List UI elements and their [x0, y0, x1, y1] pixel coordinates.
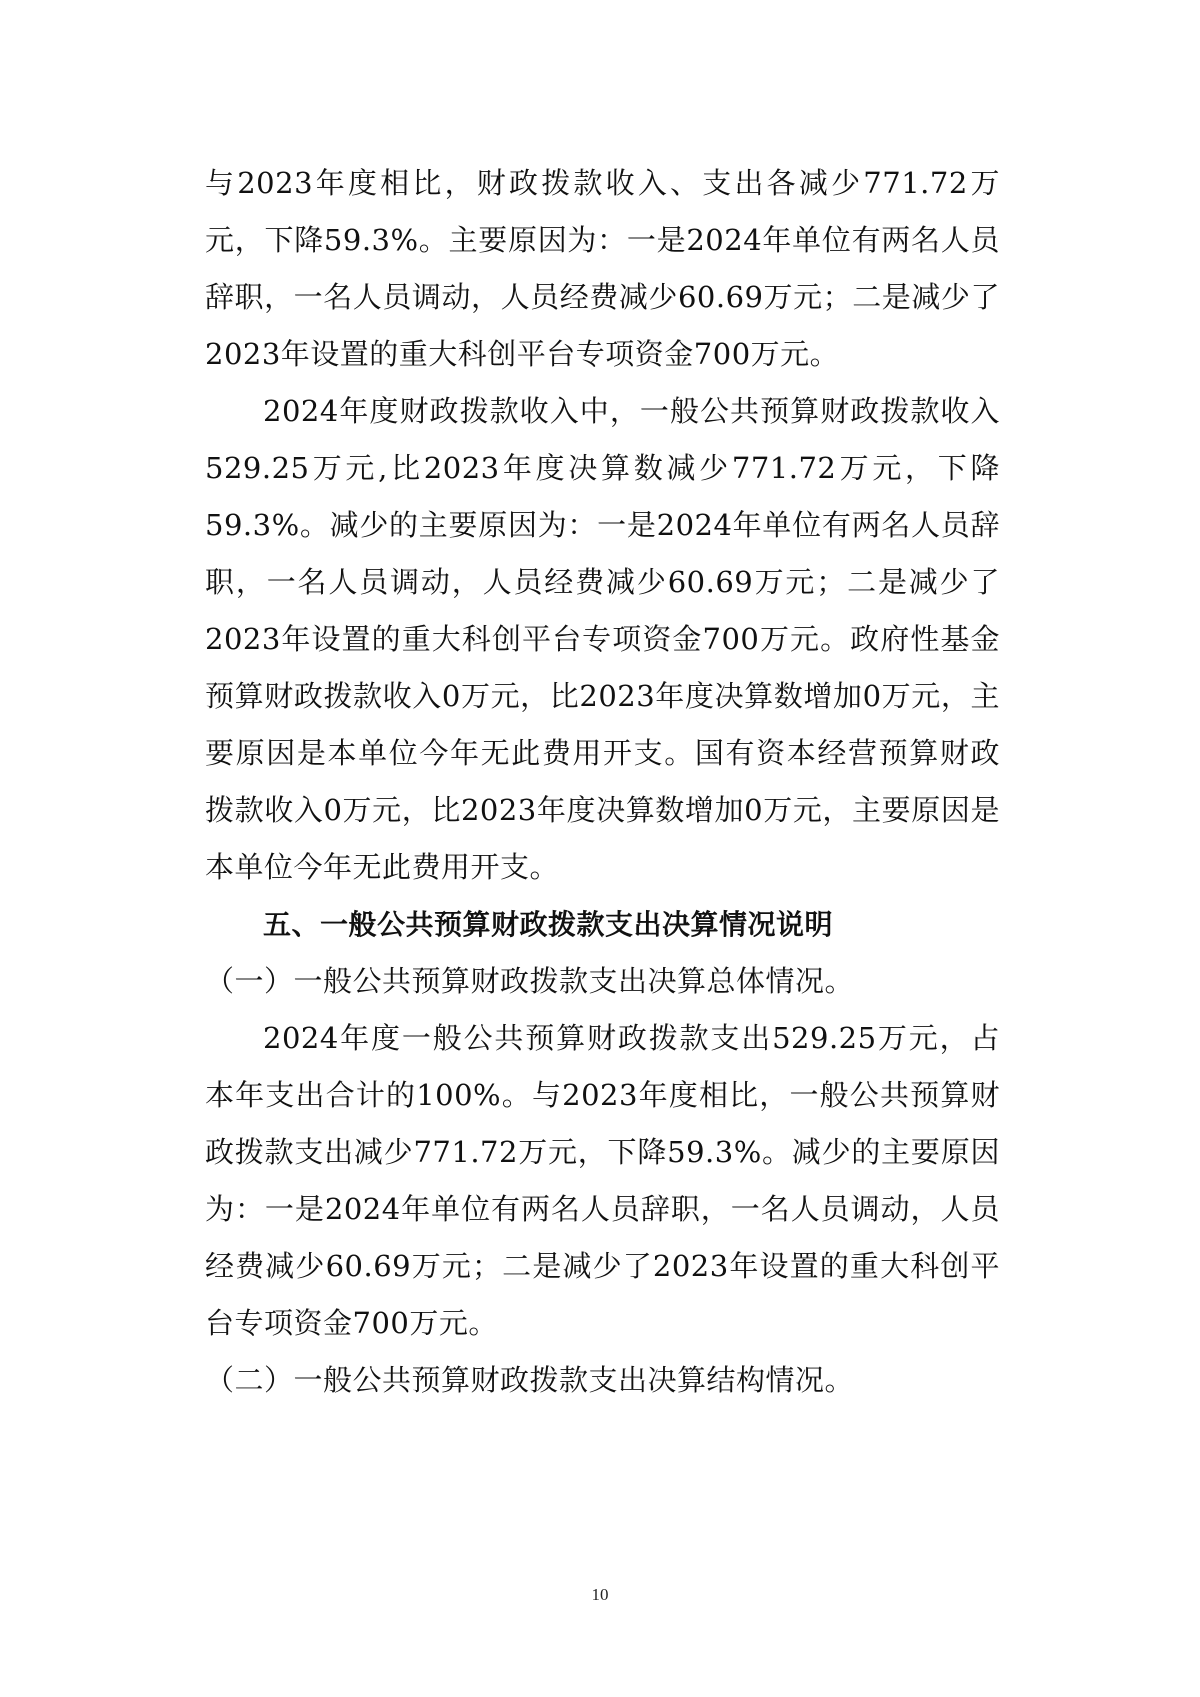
body-text	[205, 155, 1000, 1409]
subheading-structure: （二）一般公共预算财政拨款支出决算结构情况。	[205, 1363, 855, 1397]
paragraph-revenue-comparison: 与2023年度相比，财政拨款收入、支出各减少771.72万元，下降59.3%。主要原因为：一是2024年单位有两名人员辞职，一名人员调动，人员经费减少60.69万元；二是减少了2023年设置的重大科创平台专项资金700万元。	[205, 166, 1000, 371]
section-heading-5: 五、一般公共预算财政拨款支出决算情况说明	[263, 908, 834, 941]
subheading-overall: （一）一般公共预算财政拨款支出决算总体情况。	[205, 964, 855, 998]
paragraph-revenue-breakdown: 2024年度财政拨款收入中，一般公共预算财政拨款收入529.25万元,比2023年度决算数减少771.72万元，下降59.3%。减少的主要原因为：一是2024年单位有两名人员辞职，一名人员调动，人员经费减少60.69万元；二是减少了2023年设置的重大科创平台专项资金700万元。政府性基金预算财政拨款收入0万元，比2023年度决算数增加0万元，主要原因是本单位今年无此费用开支。国有资本经营预算财政拨款收入0万元，比2023年度决算数增加0万元，主要原因是本单位今年无此费用开支。	[205, 394, 1000, 884]
paragraph-expenditure-overall: 2024年度一般公共预算财政拨款支出529.25万元，占本年支出合计的100%。与2023年度相比，一般公共预算财政拨款支出减少771.72万元，下降59.3%。减少的主要原因为：一是2024年单位有两名人员辞职，一名人员调动，人员经费减少60.69万元；二是减少了2023年设置的重大科创平台专项资金700万元。	[205, 1021, 1000, 1340]
page-number: 10	[591, 1585, 609, 1604]
